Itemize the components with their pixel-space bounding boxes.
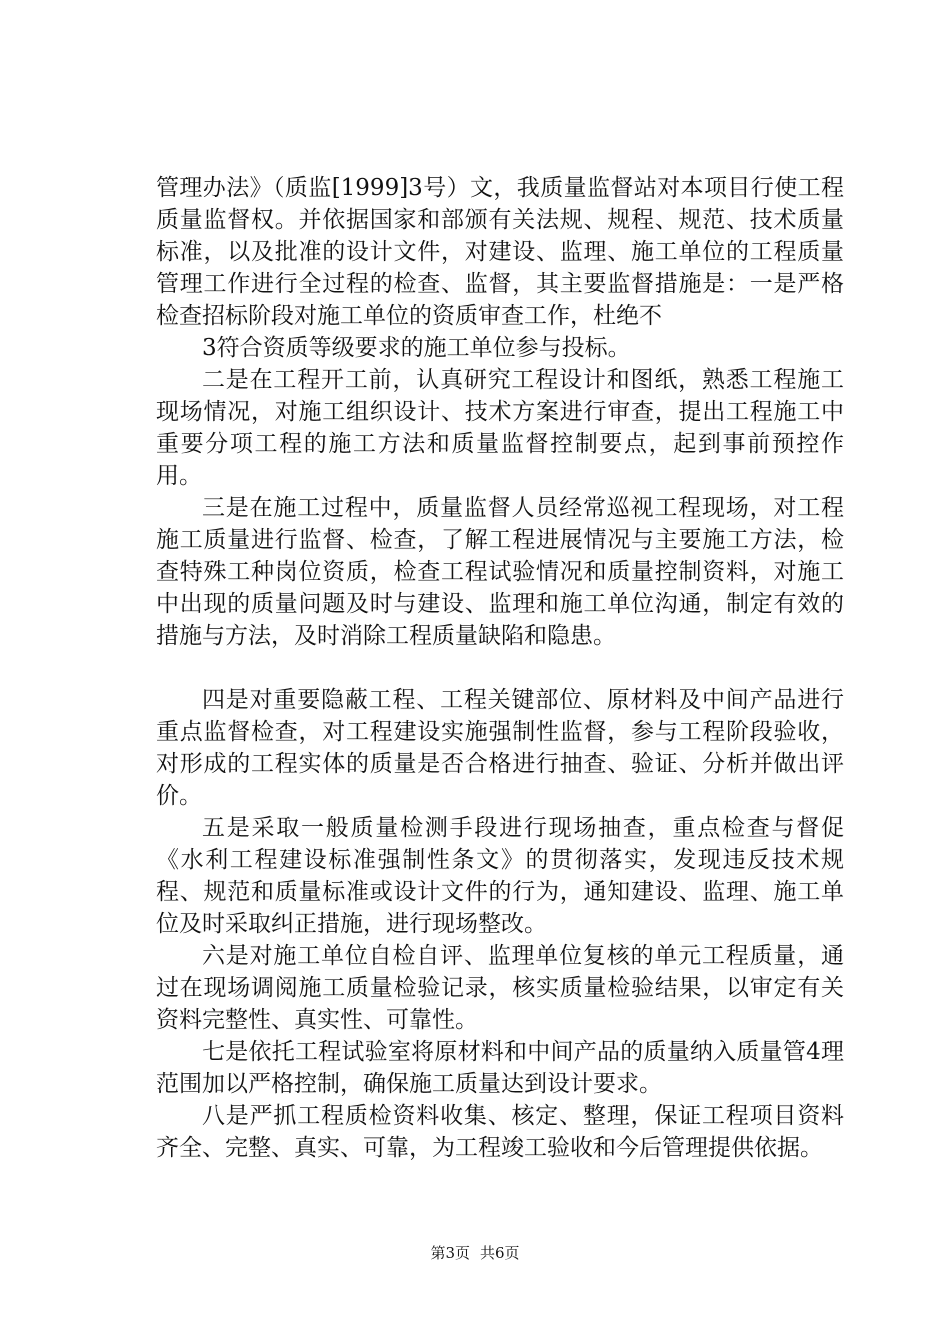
paragraph-measure-5: 五是采取一般质量检测手段进行现场抽查，重点检查与督促《水利工程建设标准强制性条文》的贯彻落实，发现违反技术规程、规范和质量标准或设计文件的行为，通知建设、监理、施工单位及时采取纠正措施，进行现场整改。 [156,815,844,937]
paragraph-measure-3: 三是在施工过程中，质量监督人员经常巡视工程现场，对工程施工质量进行监督、检查，了解工程进展情况与主要施工方法，检查特殊工种岗位资质，检查工程试验情况和质量控制资料，对施工中出现的质量问题及时与建设、监理和施工单位沟通，制定有效的措施与方法，及时消除工程质量缺陷和隐患。 [156,495,844,649]
page-total: 共6页 [480,1244,520,1262]
page-footer [0,1242,950,1263]
paragraph-measure-6: 六是对施工单位自检自评、监理单位复核的单元工程质量，通过在现场调阅施工质量检验记录，核实质量检验结果，以审定有关资料完整性、真实性、可靠性。 [156,943,844,1033]
page-number: 第3页 [430,1244,470,1262]
paragraph-continuation-2: 3符合资质等级要求的施工单位参与投标。 [202,335,631,361]
paragraph-measure-8: 八是严抓工程质检资料收集、核定、整理，保证工程项目资料齐全、完整、真实、可靠，为工程竣工验收和今后管理提供依据。 [156,1103,844,1161]
paragraph-measure-7: 七是依托工程试验室将原材料和中间产品的质量纳入质量管4理范围加以严格控制，确保施工质量达到设计要求。 [156,1039,844,1097]
paragraph-measure-4: 四是对重要隐蔽工程、工程关键部位、原材料及中间产品进行重点监督检查，对工程建设实施强制性监督，参与工程阶段验收，对形成的工程实体的质量是否合格进行抽查、验证、分析并做出评价。 [156,687,844,809]
document-body [156,172,844,1164]
paragraph-continuation: 管理办法》（质监[1999]3号）文，我质量监督站对本项目行使工程质量监督权。并依据国家和部颁有关法规、规程、规范、技术质量标准，以及批准的设计文件，对建设、监理、施工单位的工程质量管理工作进行全过程的检查、监督，其主要监督措施是：一是严格检查招标阶段对施工单位的资质审查工作，杜绝不 [156,175,844,329]
paragraph-measure-2: 二是在工程开工前，认真研究工程设计和图纸，熟悉工程施工现场情况，对施工组织设计、技术方案进行审查，提出工程施工中重要分项工程的施工方法和质量监督控制要点，起到事前预控作用。 [156,367,844,489]
